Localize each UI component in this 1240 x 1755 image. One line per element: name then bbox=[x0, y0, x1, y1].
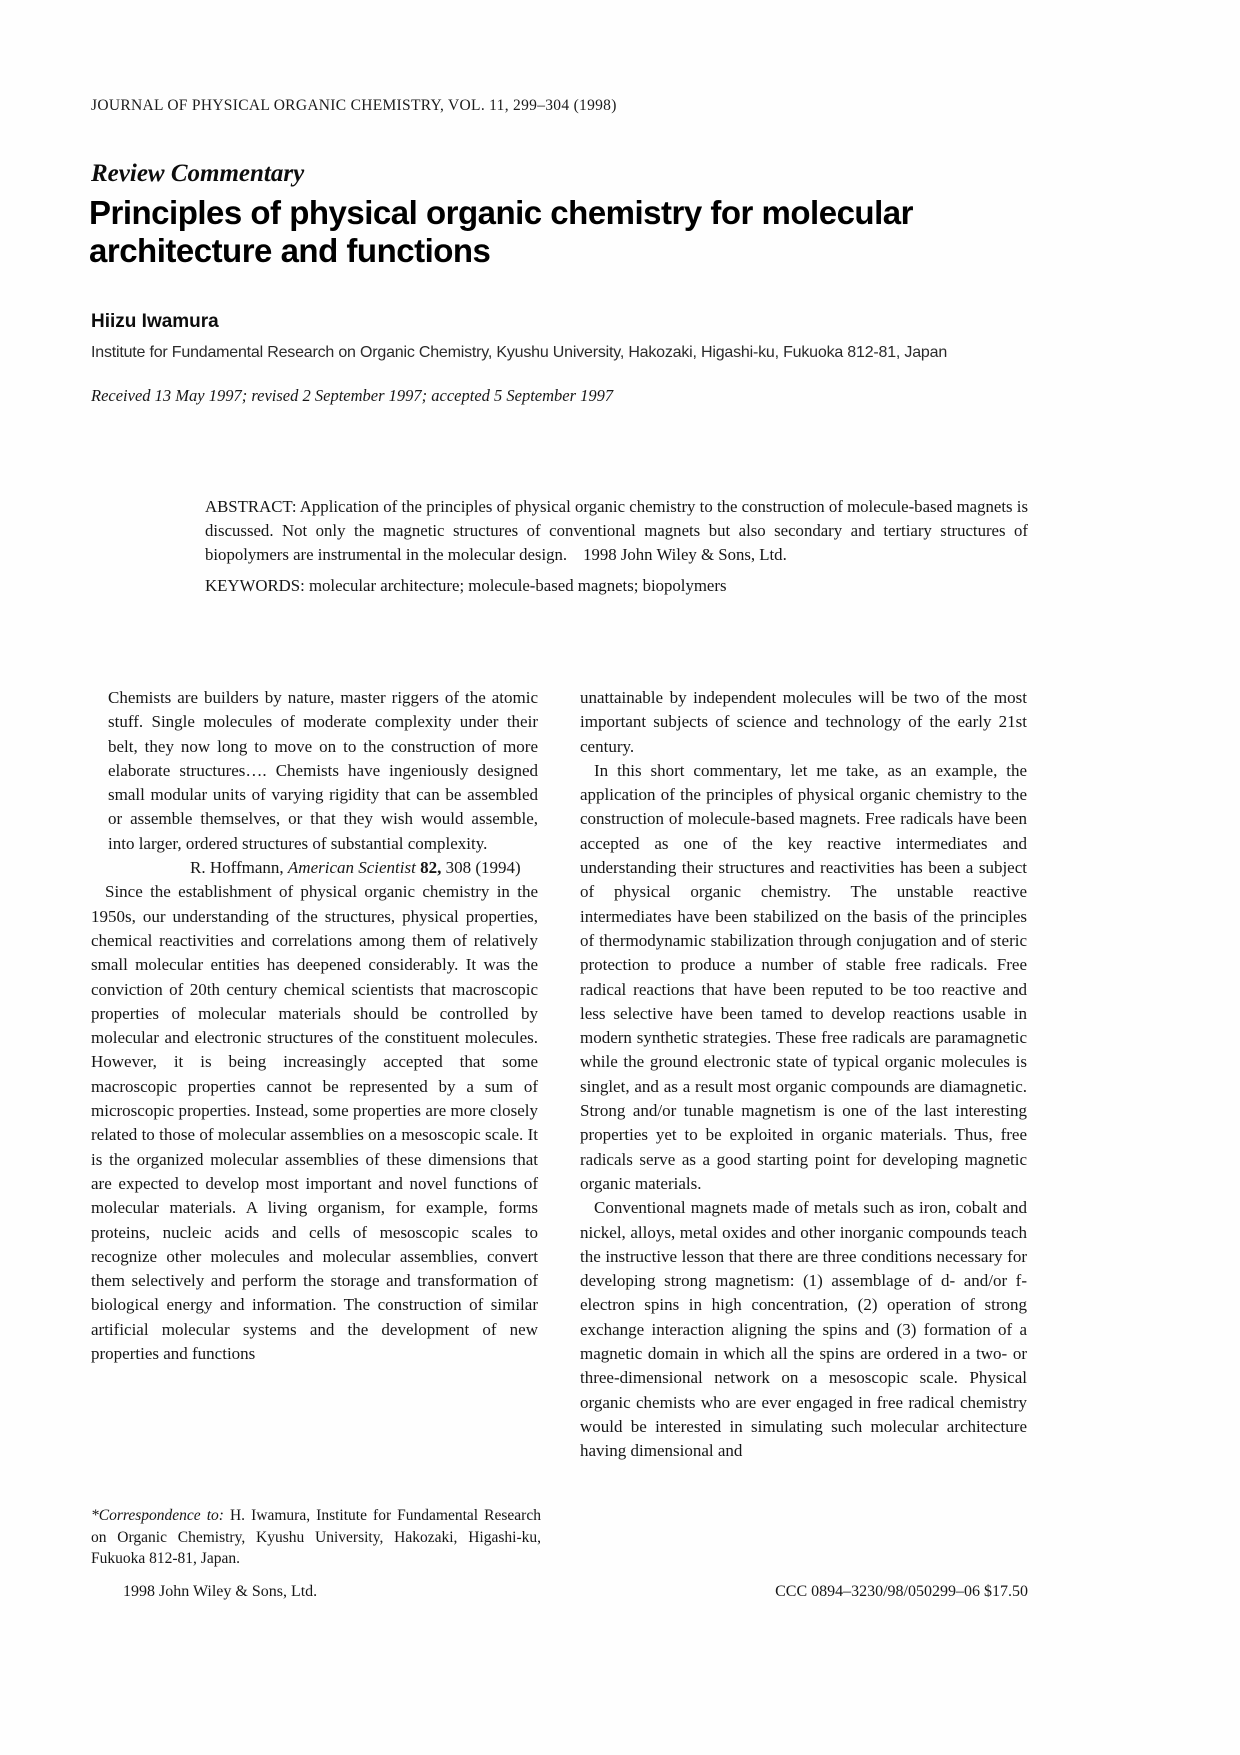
quote-attr-volume: 82, bbox=[415, 858, 442, 878]
page-footer bbox=[91, 1583, 1028, 1601]
author-name: Hiizu Iwamura bbox=[91, 311, 219, 332]
keywords-line bbox=[205, 574, 1028, 598]
abstract-label: ABSTRACT: bbox=[205, 497, 297, 516]
footnote-label: *Correspondence to: bbox=[91, 1507, 224, 1524]
keywords-text: molecular architecture; molecule-based magnets; biopolymers bbox=[308, 576, 727, 595]
correspondence-footnote bbox=[91, 1505, 541, 1570]
abstract-text: Application of the principles of physical organic chemistry to the construction of molecule-based magnets is discussed. Not only the magnetic structures of conventional magnets but also secondary and tertiary structures of biopolymers are instrumental in the molecular design. bbox=[205, 497, 1028, 564]
quote-attr-name: R. Hoffmann, bbox=[190, 858, 288, 878]
quote-attribution bbox=[108, 856, 538, 880]
received-dates: Received 13 May 1997; revised 2 September 1997; accepted 5 September 1997 bbox=[91, 386, 614, 405]
abstract-paragraph bbox=[205, 495, 1028, 567]
section-label: Review Commentary bbox=[91, 160, 305, 187]
body-columns bbox=[91, 686, 1028, 1464]
quote-attr-rest: 308 (1994) bbox=[441, 858, 521, 878]
footer-ccc-code: CCC 0894–3230/98/050299–06 $17.50 bbox=[775, 1583, 1028, 1600]
abstract-block bbox=[205, 495, 1028, 598]
keywords-label: KEYWORDS: bbox=[205, 576, 305, 595]
body-paragraph: unattainable by independent molecules will be two of the most important subjects of science and technology of the early 21st century. bbox=[580, 688, 1027, 756]
running-head: JOURNAL OF PHYSICAL ORGANIC CHEMISTRY, VOL. 11, 299–304 (1998) bbox=[91, 97, 617, 114]
body-paragraph: In this short commentary, let me take, as an example, the application of the principles of physical organic chemistry to the construction of molecule-based magnets. Free radicals have been accepted as one of the key reactive intermediates and understanding their structures and reactivities has been a subject of physical organic chemistry. The unstable reactive intermediates have been stabilized on the basis of the principles of thermodynamic stabilization through conjugation and of steric protection to produce a number of stable free radicals. Free radical reactions that have been reputed to be too reactive and less selective have been tamed to develop reactions usable in modern synthetic strategies. These free radicals are paramagnetic while the ground electronic state of typical organic molecules is singlet, and as a result most organic compounds are diamagnetic. Strong and/or tunable magnetism is one of the last interesting properties yet to be exploited in organic materials. Thus, free radicals serve as a good starting point for developing magnetic organic materials. bbox=[580, 760, 1027, 1193]
quote-attr-journal: American Scientist bbox=[287, 858, 416, 878]
pull-quote: Chemists are builders by nature, master riggers of the atomic stuff. Single molecules of moderate complexity under their belt, they now long to move on to the construction of more elaborate structures…. Chemists have ingeniously designed small modular units of varying rigidity that can be assembled or assemble themselves, or that they wish would assemble, into larger, ordered structures of substantial complexity. bbox=[108, 688, 538, 853]
page-title: Principles of physical organic chemistry for molecular architecture and functions bbox=[89, 194, 913, 269]
abstract-copyright-note: 1998 John Wiley & Sons, Ltd. bbox=[583, 545, 787, 564]
footnote-text: H. Iwamura, Institute for Fundamental Research on Organic Chemistry, Kyushu University, Hakozaki, Higashi-ku, Fukuoka 812-81, Japan. bbox=[91, 1507, 541, 1567]
body-paragraph: Since the establishment of physical organic chemistry in the 1950s, our understanding of the structures, physical properties, chemical reactivities and correlations among them of relatively small molecular entities has deepened considerably. It was the conviction of 20th century chemical scientists that macroscopic properties of molecular materials should be controlled by molecular and electronic structures of the constituent molecules. However, it is being increasingly accepted that some macroscopic properties cannot be represented by a sum of microscopic properties. Instead, some properties are more closely related to those of molecular assemblies on a mesoscopic scale. It is the organized molecular assemblies of these dimensions that are expected to develop most important and novel functions of molecular materials. A living organism, for example, forms proteins, nucleic acids and cells of mesoscopic scales to recognize other molecules and molecular assemblies, convert them selectively and perform the storage and transformation of biological energy and information. The construction of similar artificial molecular systems and the development of new properties and functions bbox=[91, 882, 538, 1364]
column-left bbox=[91, 686, 538, 1464]
author-affiliation: Institute for Fundamental Research on Organic Chemistry, Kyushu University, Hakozaki, Higashi-ku, Fukuoka 812-81, Japan bbox=[91, 344, 948, 361]
body-paragraph: Conventional magnets made of metals such as iron, cobalt and nickel, alloys, metal oxides and other inorganic compounds teach the instructive lesson that there are three conditions necessary for developing strong magnetism: (1) assemblage of d- and/or f-electron spins in high concentration, (2) operation of strong exchange interaction aligning the spins and (3) formation of a magnetic domain in which all the spins are ordered in a two- or three-dimensional network on a mesoscopic scale. Physical organic chemists who are ever engaged in free radical chemistry would be interested in simulating such molecular architecture having dimensional and bbox=[580, 1198, 1027, 1461]
footer-copyright: 1998 John Wiley & Sons, Ltd. bbox=[123, 1583, 318, 1600]
column-right bbox=[580, 686, 1027, 1464]
